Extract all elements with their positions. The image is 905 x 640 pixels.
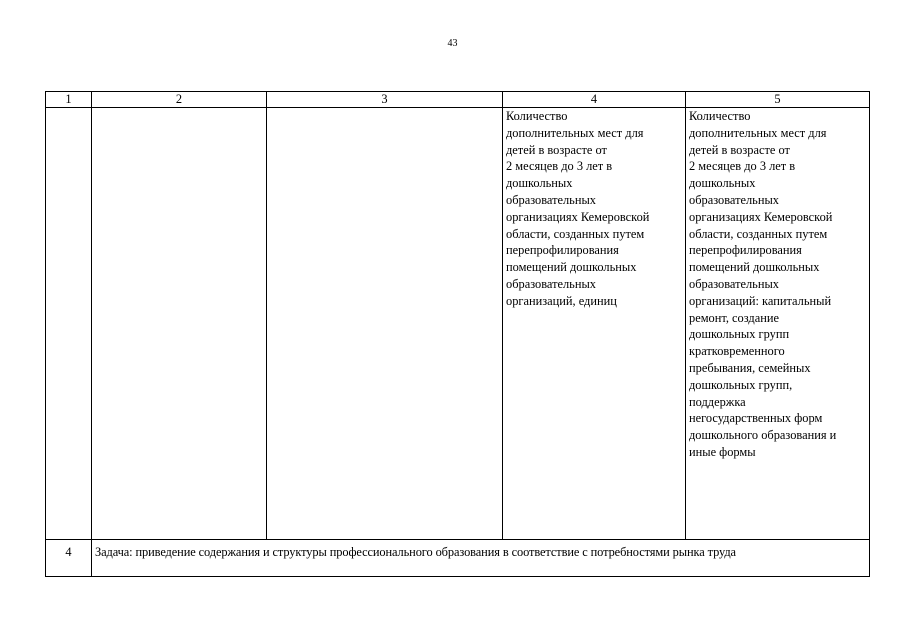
cell-col2 [92, 108, 267, 540]
page-number: 43 [447, 38, 458, 49]
column-header-3: 3 [267, 92, 503, 108]
column-header-5: 5 [686, 92, 870, 108]
table-row [46, 108, 870, 540]
indicator-detail-text: Количество дополнительных мест для детей в возрасте от 2 месяцев до 3 лет в дошкольных образовательных организациях Кемеровской области, созданных путем перепрофилирования помещений дошкольных образовательных организаций: капитальный ремонт, создание дошкольных групп кратковременного пребывания, семейных дошкольных групп, поддержка негосударственных форм дошкольного образования и иные формы [689, 109, 837, 459]
indicator-text: Количество дополнительных мест для детей в возрасте от 2 месяцев до 3 лет в дошкольных образовательных организациях Кемеровской области, созданных путем перепрофилирования помещений дошкольных образовательных организаций, единиц [506, 109, 650, 308]
cell-indicator-detail [686, 108, 870, 540]
column-header-1: 1 [46, 92, 92, 108]
cell-col3 [267, 108, 503, 540]
column-header-2: 2 [92, 92, 267, 108]
document-table [45, 91, 870, 577]
cell-col1 [46, 108, 92, 540]
task-row [46, 540, 870, 577]
task-number: 4 [46, 540, 92, 577]
column-header-4: 4 [503, 92, 686, 108]
cell-indicator [503, 108, 686, 540]
task-description: Задача: приведение содержания и структуры профессионального образования в соответствие с потребностями рынка труда [92, 540, 870, 577]
table-header-row [46, 92, 870, 108]
